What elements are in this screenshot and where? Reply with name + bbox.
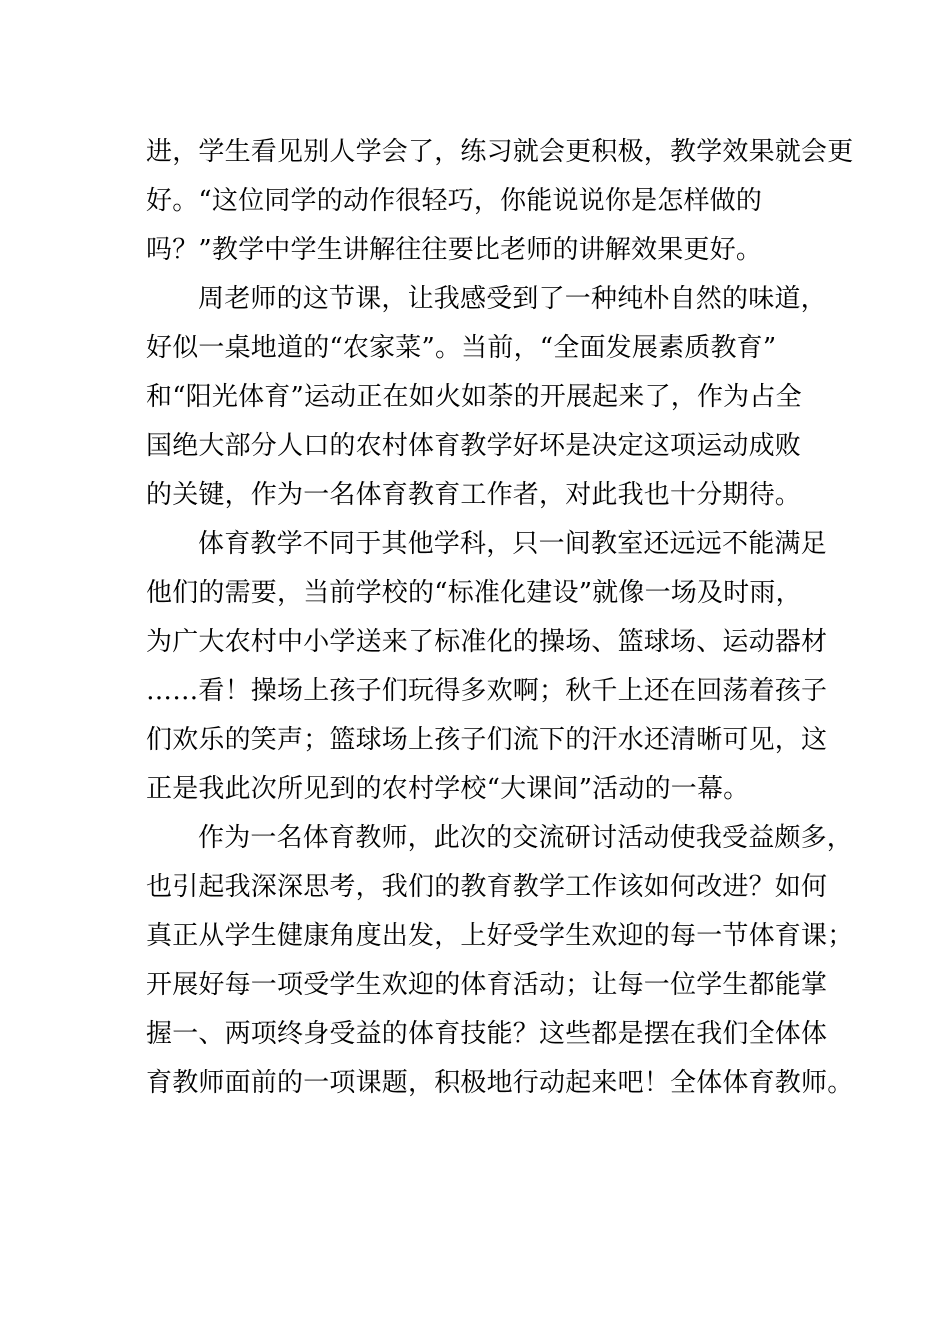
text-line: 好似一桌地道的“农家菜”。当前，“全面发展素质教育” [146,333,777,363]
text-line: 握一、两项终身受益的体育技能？这些都是摆在我们全体体 [146,1019,828,1049]
paragraph-2 [146,275,836,520]
text-line: 吗？”教学中学生讲解往往要比老师的讲解效果更好。 [146,235,763,265]
text-line: 为广大农村中小学送来了标准化的操场、篮球场、运动器材 [146,627,828,657]
text-line: 周老师的这节课，让我感受到了一种纯朴自然的味道， [198,284,827,314]
text-line: 他们的需要，当前学校的“标准化建设”就像一场及时雨， [146,578,802,608]
text-line: 进，学生看见别人学会了，练习就会更积极，教学效果就会更 [146,137,854,167]
paragraph-3 [146,520,836,814]
text-line: 开展好每一项受学生欢迎的体育活动；让每一位学生都能掌 [146,970,828,1000]
document-body [146,128,854,1108]
text-line: 好。“这位同学的动作很轻巧，你能说说你是怎样做的 [146,186,763,216]
text-line: 正是我此次所见到的农村学校“大课间”活动的一幕。 [146,774,750,804]
text-line: 育教师面前的一项课题，积极地行动起来吧！全体体育教师。 [146,1068,854,1098]
text-line: 和“阳光体育”运动正在如火如荼的开展起来了，作为占全 [146,382,802,412]
text-line: 体育教学不同于其他学科，只一间教室还远远不能满足 [198,529,827,559]
paragraph-1 [146,128,854,275]
text-line: 国绝大部分人口的农村体育教学好坏是决定这项运动成败 [146,431,802,461]
text-line: 们欢乐的笑声；篮球场上孩子们流下的汗水还清晰可见，这 [146,725,828,755]
text-line: 作为一名体育教师，此次的交流研讨活动使我受益颇多， [198,823,854,853]
paragraph-4 [146,814,854,1108]
text-line: ……看！操场上孩子们玩得多欢啊；秋千上还在回荡着孩子 [146,676,828,706]
text-line: 的关键，作为一名体育教育工作者，对此我也十分期待。 [146,480,802,510]
text-line: 真正从学生健康角度出发，上好受学生欢迎的每一节体育课； [146,921,854,951]
text-line: 也引起我深深思考，我们的教育教学工作该如何改进？如何 [146,872,828,902]
